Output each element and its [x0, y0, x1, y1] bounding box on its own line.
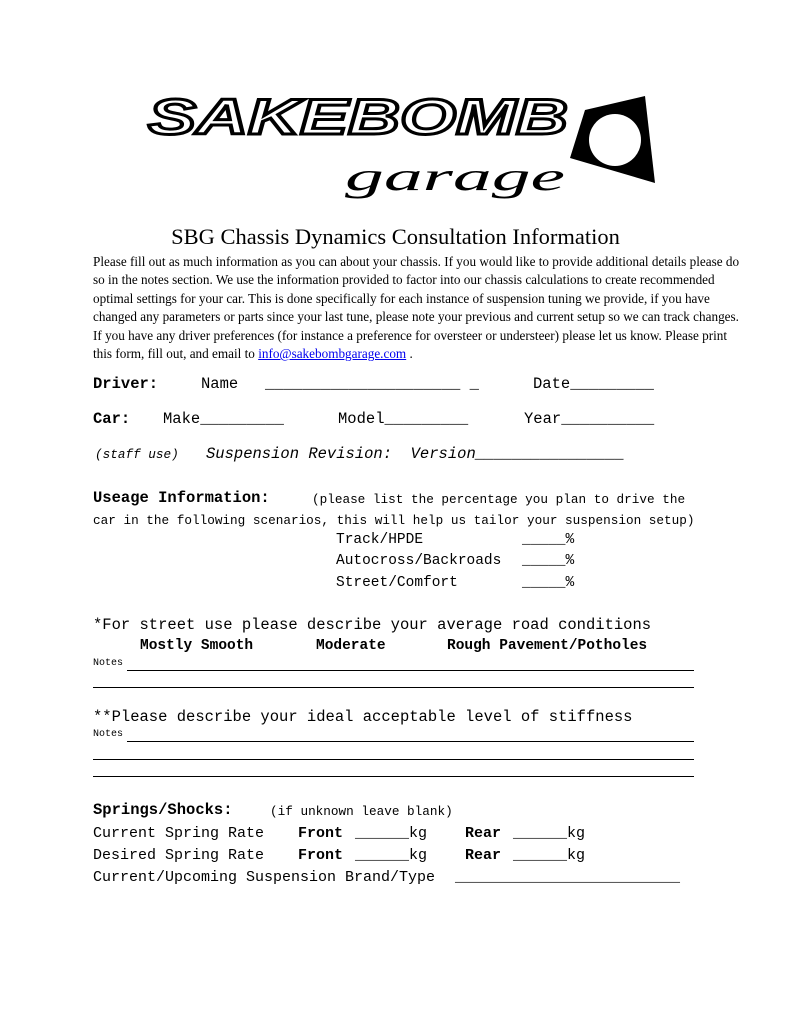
road-question: *For street use please describe your average road conditions: [93, 616, 652, 634]
usage-track-label: Track/HPDE: [336, 532, 424, 548]
svg-text:garage: garage: [345, 154, 565, 199]
current-rear-field[interactable]: ______kg: [513, 825, 586, 842]
suspension-revision-field[interactable]: Suspension Revision: Version________________: [206, 445, 625, 463]
current-front-field[interactable]: ______kg: [355, 825, 428, 842]
stiffness-notes-line[interactable]: [93, 759, 694, 760]
make-field[interactable]: Make_________: [163, 410, 284, 428]
road-notes-line[interactable]: [127, 670, 694, 671]
road-option-rough[interactable]: Rough Pavement/Potholes: [447, 638, 648, 654]
suspension-brand-field[interactable]: _________________________: [455, 869, 681, 886]
springs-heading: Springs/Shocks:: [93, 801, 233, 819]
date-field[interactable]: Date_________: [533, 375, 654, 393]
svg-text:SAKEBOMB: SAKEBOMB: [148, 89, 568, 145]
intro-paragraph: [93, 253, 743, 363]
usage-street-label: Street/Comfort: [336, 575, 458, 591]
name-label: Name: [201, 375, 239, 393]
driver-heading: Driver:: [93, 375, 159, 393]
usage-note-cont: car in the following scenarios, this will help us tailor your suspension setup): [93, 513, 695, 528]
sakebomb-garage-logo: [140, 88, 660, 206]
desired-rear-label: Rear: [465, 847, 502, 864]
email-link[interactable]: info@sakebombgarage.com: [258, 346, 407, 362]
intro-end: .: [406, 346, 413, 362]
usage-street-field[interactable]: _____%: [522, 575, 575, 591]
road-notes-line[interactable]: [93, 687, 694, 688]
usage-autocross-label: Autocross/Backroads: [336, 553, 502, 569]
suspension-brand-label: Current/Upcoming Suspension Brand/Type: [93, 869, 436, 886]
springs-note: (if unknown leave blank): [270, 804, 453, 819]
road-option-smooth[interactable]: Mostly Smooth: [140, 638, 254, 654]
usage-heading: Useage Information:: [93, 489, 270, 507]
model-field[interactable]: Model_________: [338, 410, 469, 428]
desired-front-field[interactable]: ______kg: [355, 847, 428, 864]
stiffness-notes-line[interactable]: [93, 776, 694, 777]
desired-spring-label: Desired Spring Rate: [93, 847, 265, 864]
road-option-moderate[interactable]: Moderate: [316, 638, 386, 654]
intro-text: Please fill out as much information as you can about your chassis. If you would like to provide additional details please do so in the notes section. We use the information provided to factor into our chassis calculations to create recommended optimal settings for your car. This is done specifically for each instance of suspension tuning we provide, if you have changed any parameters or parts since your last tune, please note your previous and current setup so we can track changes. If you have any driver preferences (for instance a preference for oversteer or understeer) please let us know. Please print this form, fill out, and email to: [93, 254, 740, 362]
usage-autocross-field[interactable]: _____%: [522, 553, 575, 569]
year-field[interactable]: Year__________: [524, 410, 655, 428]
current-rear-label: Rear: [465, 825, 502, 842]
current-spring-label: Current Spring Rate: [93, 825, 265, 842]
name-field[interactable]: _____________________ _: [265, 375, 479, 393]
form-title: SBG Chassis Dynamics Consultation Information: [171, 224, 620, 249]
stiffness-question: **Please describe your ideal acceptable level of stiffness: [93, 708, 633, 726]
car-heading: Car:: [93, 410, 131, 428]
usage-note: (please list the percentage you plan to drive the: [312, 492, 686, 507]
usage-track-field[interactable]: _____%: [522, 532, 575, 548]
stiffness-notes-line[interactable]: [127, 741, 694, 742]
current-front-label: Front: [298, 825, 344, 842]
desired-rear-field[interactable]: ______kg: [513, 847, 586, 864]
desired-front-label: Front: [298, 847, 344, 864]
staff-use-label: (staff use): [95, 447, 179, 462]
road-notes-label: Notes: [93, 658, 124, 669]
stiffness-notes-label: Notes: [93, 729, 124, 740]
